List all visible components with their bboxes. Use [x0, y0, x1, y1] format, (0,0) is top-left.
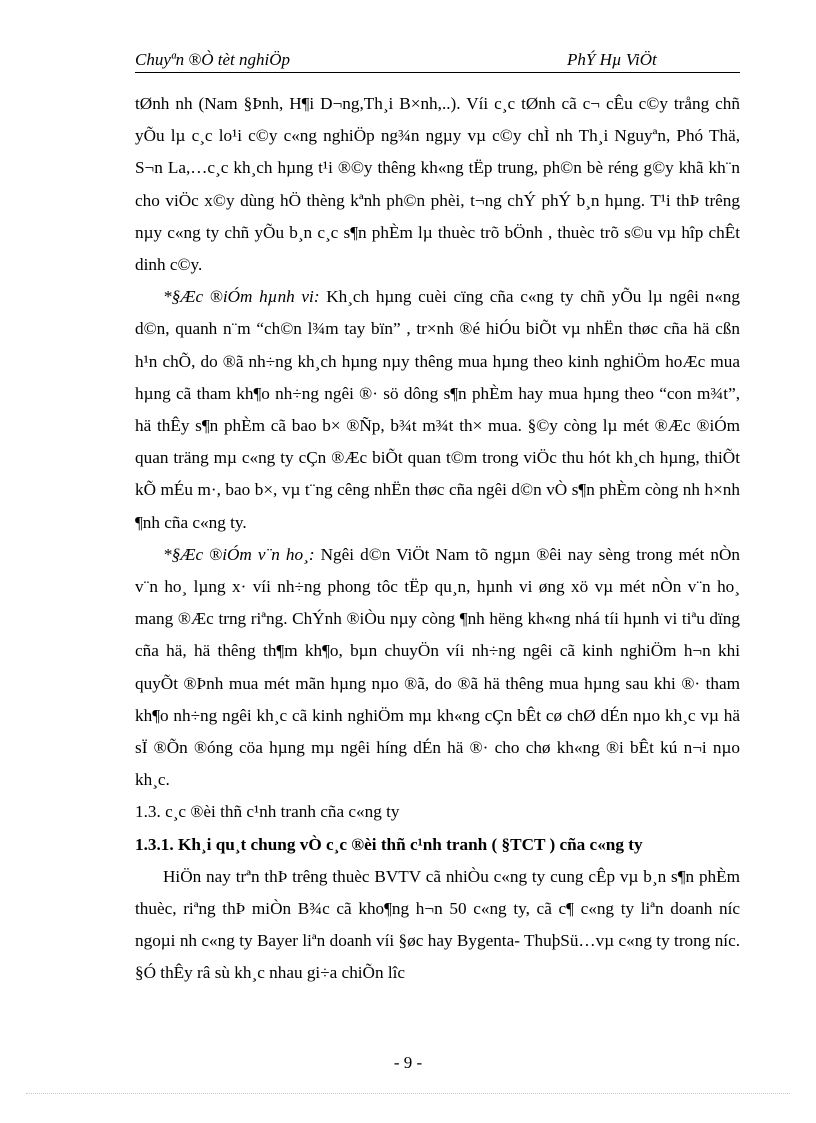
header-author-name: PhÝ Hµ ViÖt [567, 50, 657, 69]
paragraph-regional-customers [135, 88, 740, 281]
paragraph-text: tØnh nh (Nam §Þnh, H¶i D¬ng,Th¸i B×nh,..). Víi c¸c tØnh cã c¬ cÊu c©y trång chñ yÕu lµ c¸c lo¹i c©y c«ng nghiÖp ng¾n ngµy vµ c©y chÌ nh Th¸i Nguyªn, Phó Thä, S¬n La,…c¸c kh¸ch hµng t¹i ®©y thêng kh«ng tËp trung, ph©n bè réng g©y khã kh¨n cho viÖc x©y dùng hÖ thèng kªnh ph©n phèi, t¬ng chÝ phÝ b¸n hµng. T¹i thÞ trêng nµy c«ng ty chñ yÕu b¸n c¸c s¶n phÈm lµ thuèc trõ bÖnh , thuèc trõ s©u vµ hîp chÊt dinh c©y. [135, 94, 740, 275]
section-heading-1-3: 1.3. c¸c ®èi thñ c¹nh tranh cña c«ng ty [135, 802, 400, 822]
page-header [135, 48, 740, 73]
paragraph-lead-behavior: *§Æc ®iÓm hµnh vi: [163, 287, 320, 307]
page-number: - 9 - [393, 1053, 423, 1072]
paragraph-lead-culture: *§Æc ®iÓm v¨n ho¸: [163, 544, 315, 564]
paragraph-competitors: HiÖn nay trªn thÞ trêng thuèc BVTV cã nhiÒu c«ng ty cung cÊp vµ b¸n s¶n phÈm thuèc, riªng thÞ miÒn B¾c cã kho¶ng h¬n 50 c«ng ty, cã c¶ c«ng ty liªn doanh níc ngoµi nh c«ng ty Bayer liªn doanh víi §øc hay Bygenta- ThuþSü…vµ c«ng ty trong níc. §Ó thÊy râ sù kh¸c nhau gi÷a chiÕn lîc [135, 866, 740, 983]
paragraph-behavior [135, 281, 740, 539]
document-body [135, 88, 740, 990]
section-heading-1-3-1: 1.3.1. Kh¸i qu¸t chung vÒ c¸c ®èi thñ c¹nh tranh ( §TCT ) cña c«ng ty [135, 834, 643, 854]
header-document-title: Chuyªn ®Ò tèt nghiÖp [135, 50, 291, 69]
page-bottom-divider [26, 1093, 790, 1094]
paragraph-text: Ngêi d©n ViÖt Nam tõ ngµn ®êi nay sèng trong mét nÒn v¨n ho¸ lµng x· víi nh÷ng phong tôc tËp qu¸n, hµnh vi øng xö vµ mét nÒn v¨n ho¸ mang ®Æc trng riªng. ChÝnh ®iÒu nµy còng ¶nh hëng kh«ng nhá tíi hµnh vi tiªu dïng cña hä, hä thêng th¶m kh¶o, bµn chuyÖn víi nh÷ng ngêi cã kinh nghiÖm h¬n khi quyÕt ®Þnh mua mét mãn hµng nµo ®ã, do ®ã hä thêng mua hµng sau khi ®· tham kh¶o nh÷ng ngêi kh¸c cã kinh nghiÖm mµ kh«ng cÇn bÊt cø chØ dÉn nµo kh¸c vµ hä sÏ ®Õn ®óng cöa hµng mµ ngêi híng dÉn hä ®· cho chø kh«ng ®i bÊt kú n¬i nµo kh¸c. [135, 544, 740, 790]
paragraph-text: Kh¸ch hµng cuèi cïng cña c«ng ty chñ yÕu lµ ngêi n«ng d©n, quanh n¨m “ch©n l¾m tay bïn” , tr×nh ®é hiÓu biÕt vµ nhËn thøc cña hä cßn h¹n chÕ, do ®ã nh÷ng kh¸ch hµng nµy thêng mua hµng theo kinh nghiÖm hoÆc mua hµng cã tham kh¶o nh÷ng ngêi ®· sö dông s¶n phÈm hay mua hµng theo “con m¾t”, hä thÊy s¶n phÈm cã bao b× ®Ñp, b¾t m¾t th× mua. §©y còng lµ mét ®Æc ®iÓm quan träng mµ c«ng ty cÇn ®Æc biÕt quan t©m trong viÖc thu hót kh¸ch hµng, thiÕt kÕ mÉu m·, bao b×, vµ t¨ng cêng nhËn thøc cña ngêi d©n vÒ s¶n phÈm còng nh h×nh ¶nh cña c«ng ty. [135, 287, 740, 532]
paragraph-culture [135, 539, 740, 797]
